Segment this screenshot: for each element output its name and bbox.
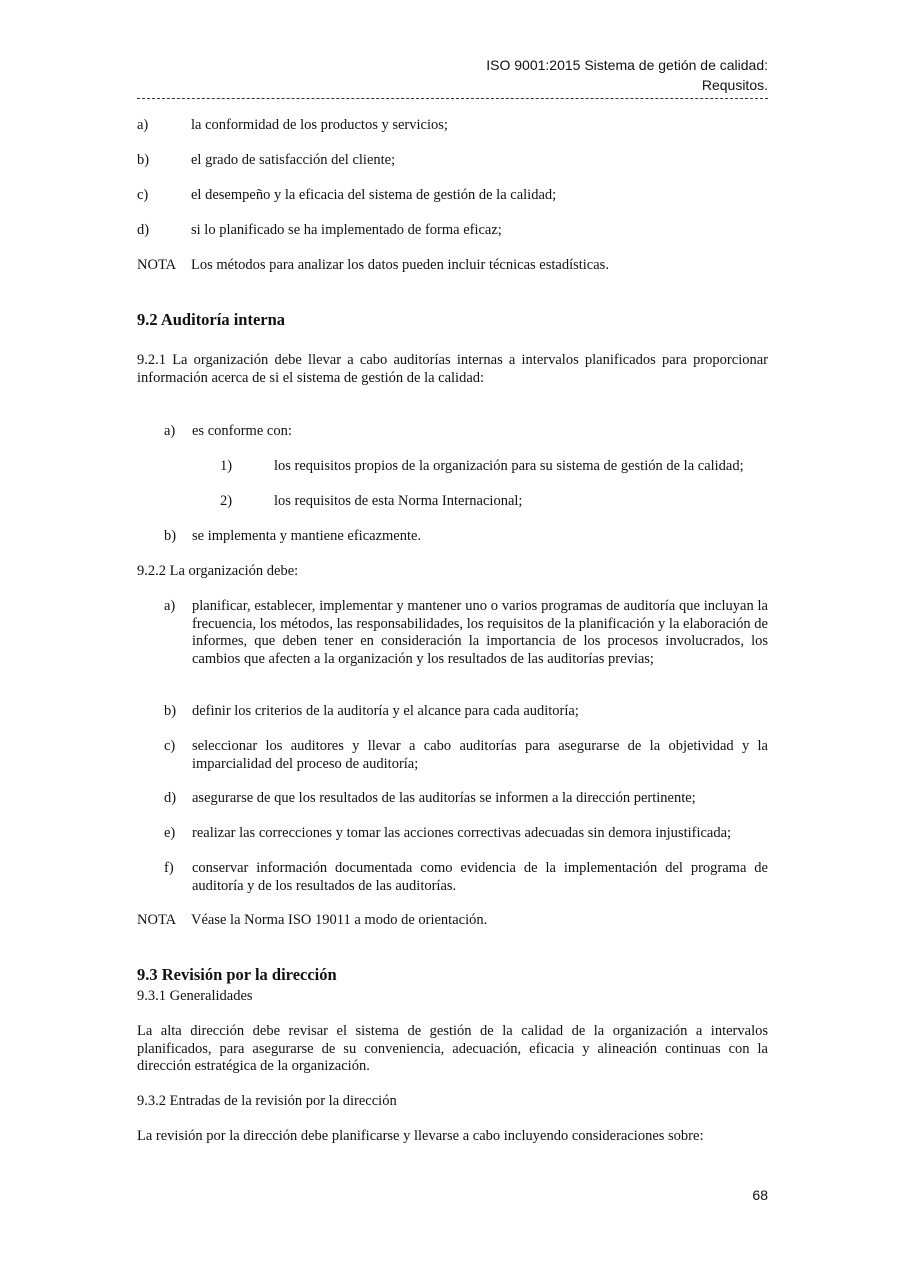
list-label: 1) — [220, 458, 233, 474]
list-label: f) — [164, 860, 174, 876]
header-title-line-2: Requsitos. — [701, 77, 768, 93]
list-label: e) — [164, 825, 176, 841]
list-text: asegurarse de que los resultados de las auditorías se informen a la dirección pertinente; — [192, 790, 696, 806]
list-label: c) — [164, 738, 176, 754]
header-title-line-1: ISO 9001:2015 Sistema de getión de calidad: — [486, 57, 768, 73]
note-text: Véase la Norma ISO 19011 a modo de orientación. — [191, 912, 488, 928]
list-text: definir los criterios de la auditoría y el alcance para cada auditoría; — [192, 703, 579, 719]
list-label: b) — [164, 703, 177, 719]
subheading-9-3-1: 9.3.1 Generalidades — [137, 988, 253, 1004]
list-text: el grado de satisfacción del cliente; — [191, 152, 396, 168]
page-number: 68 — [752, 1187, 768, 1203]
list-text: conservar información documentada como evidencia de la implementación del programa de auditoría y de los resultados de las auditorías. — [192, 860, 768, 894]
paragraph-9-3-2: La revisión por la dirección debe planificarse y llevarse a cabo incluyendo consideraciones sobre: — [137, 1128, 704, 1144]
list-label: a) — [164, 598, 176, 614]
list-text: los requisitos propios de la organización para su sistema de gestión de la calidad; — [274, 458, 744, 474]
list-text: si lo planificado se ha implementado de forma eficaz; — [191, 222, 502, 238]
list-text: es conforme con: — [192, 423, 292, 439]
subheading-9-3-2: 9.3.2 Entradas de la revisión por la dirección — [137, 1093, 397, 1109]
note-label: NOTA — [137, 912, 177, 928]
list-label: b) — [164, 528, 177, 544]
list-label: d) — [164, 790, 177, 806]
section-heading-9-2: 9.2 Auditoría interna — [137, 310, 286, 329]
paragraph-9-2-1: 9.2.1 La organización debe llevar a cabo auditorías internas a intervalos planificados para proporcionar información acerca de si el sistema de gestión de la calidad: — [137, 352, 768, 386]
list-text: seleccionar los auditores y llevar a cabo auditorías para asegurarse de la objetividad y la imparcialidad del proceso de auditoría; — [192, 738, 768, 772]
list-text: los requisitos de esta Norma Internacional; — [274, 493, 523, 509]
paragraph-9-3-1: La alta dirección debe revisar el sistema de gestión de la calidad de la organización a intervalos planificados, para asegurarse de su conveniencia, adecuación, eficacia y alineación continuas con la dirección estratégica de la organización. — [137, 1023, 768, 1074]
note-text: Los métodos para analizar los datos pueden incluir técnicas estadísticas. — [191, 257, 609, 273]
list-label: d) — [137, 222, 150, 238]
list-text: realizar las correcciones y tomar las acciones correctivas adecuadas sin demora injustificada; — [192, 825, 732, 841]
running-header — [486, 55, 768, 95]
document-page — [137, 0, 768, 1280]
note-label: NOTA — [137, 257, 177, 273]
section-heading-9-3: 9.3 Revisión por la dirección — [137, 965, 337, 984]
list-label: b) — [137, 152, 150, 168]
list-label: a) — [164, 423, 176, 439]
list-text: planificar, establecer, implementar y mantener uno o varios programas de auditoría que incluyan la frecuencia, los métodos, las responsabilidades, los requisitos de la planificación y la elaboración de informes, que deben tener en consideración la importancia de los procesos involucrados, los cambios que afecten a la organización y los resultados de las auditorías previas; — [192, 598, 768, 667]
list-text: el desempeño y la eficacia del sistema de gestión de la calidad; — [191, 187, 557, 203]
list-text: se implementa y mantiene eficazmente. — [192, 528, 422, 544]
list-text: la conformidad de los productos y servicios; — [191, 117, 448, 133]
list-label: a) — [137, 117, 149, 133]
paragraph-9-2-2: 9.2.2 La organización debe: — [137, 563, 299, 579]
list-label: 2) — [220, 493, 233, 509]
list-label: c) — [137, 187, 149, 203]
header-divider — [137, 98, 768, 99]
